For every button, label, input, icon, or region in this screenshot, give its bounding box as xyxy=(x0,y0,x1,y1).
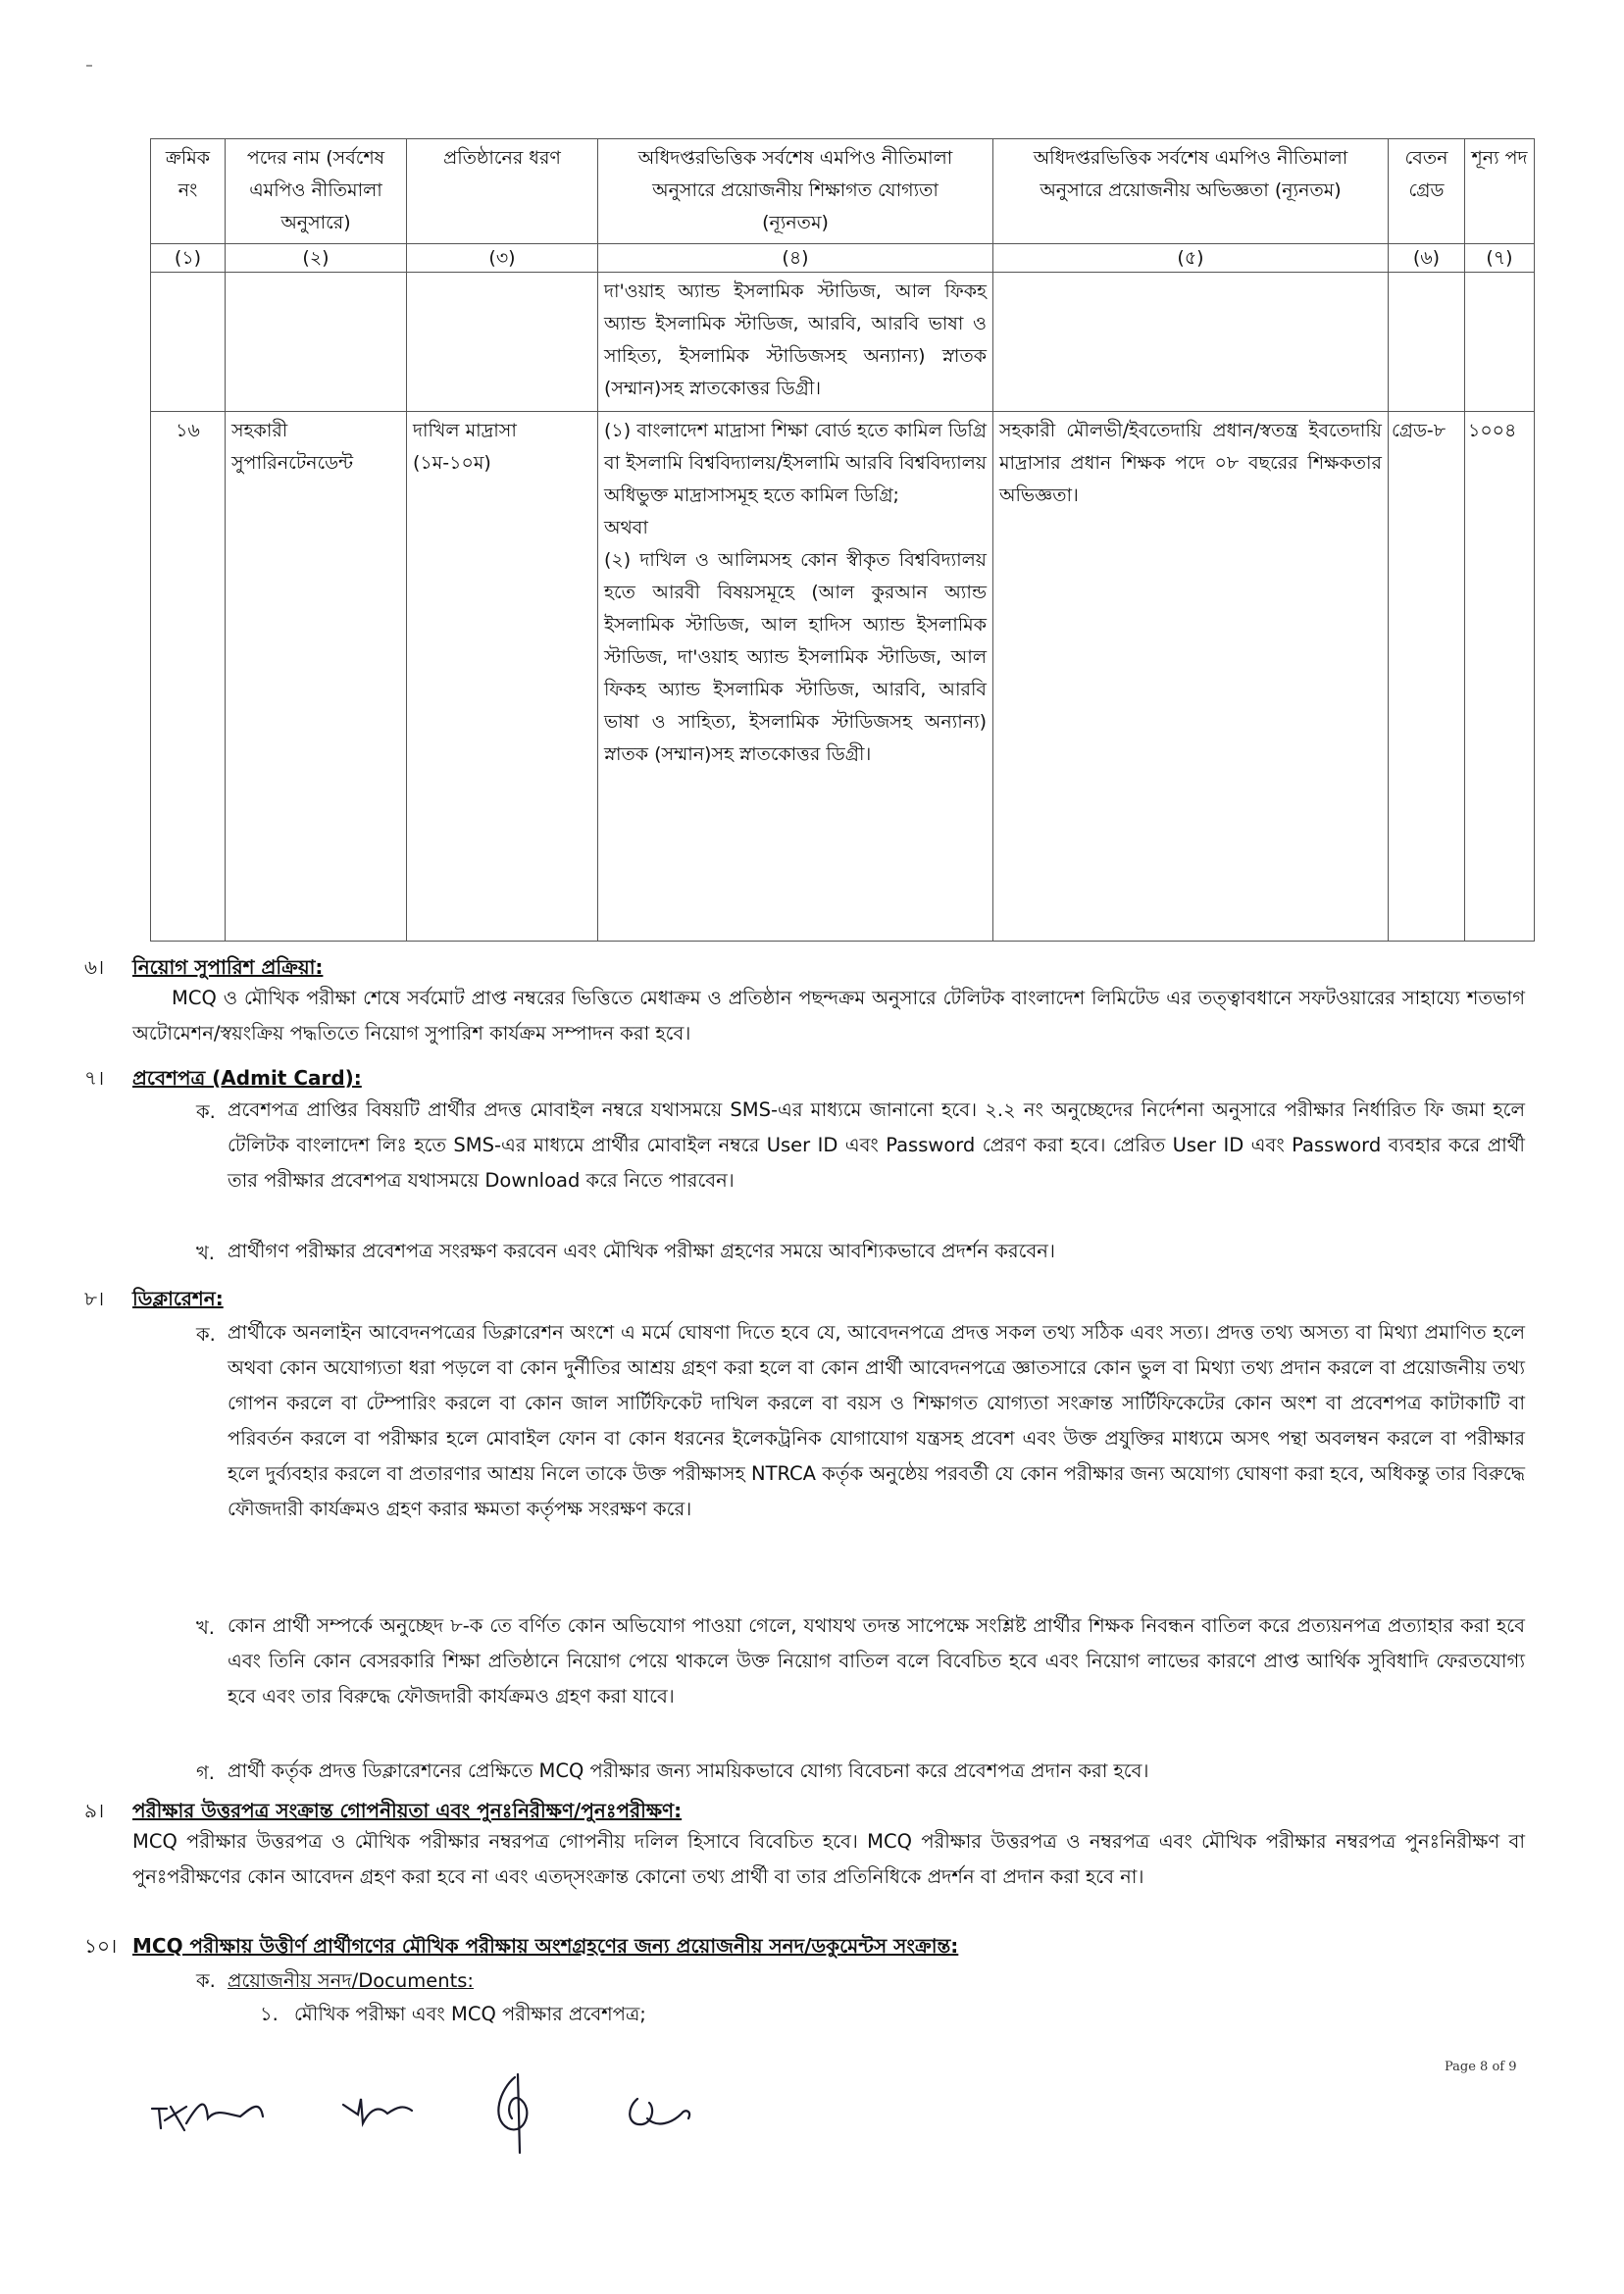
section-10-heading: MCQ পরীক্ষায় উত্তীর্ণ প্রার্থীগণের মৌখিক পরীক্ষায় অংশগ্রহণের জন্য প্রয়োজনীয় সনদ/ডকুমেন্টস সংক্রান্ত: xyxy=(132,1934,959,1958)
qualification-option-1: (১) বাংলাদেশ মাদ্রাসা শিক্ষা বোর্ড হতে কামিল ডিগ্রি বা ইসলামি বিশ্ববিদ্যালয়/ইসলামি আরবি বিশ্ববিদ্যালয় অধিভুক্ত মাদ্রাসাসমূহ হতে কামিল ডিগ্রি; xyxy=(604,420,987,506)
signature-1 xyxy=(152,2105,263,2130)
header-institution: প্রতিষ্ঠানের ধরণ xyxy=(407,139,598,244)
column-number: (১) xyxy=(151,244,226,273)
section-8a-text: প্রার্থীকে অনলাইন আবেদনপত্রের ডিক্লারেশন অংশে এ মর্মে ঘোষণা দিতে হবে যে, আবেদনপত্রে প্রদত্ত সকল তথ্য সঠিক এবং সত্য। প্রদত্ত তথ্য অসত্য বা মিথ্যা প্রমাণিত হলে অথবা কোন অযোগ্যতা ধরা পড়লে বা কোন দুর্নীতির আশ্রয় গ্রহণ করা হলে বা কোন প্রার্থী আবেদনপত্রে জ্ঞাতসারে কোন ভুল বা মিথ্যা তথ্য প্রদান করলে বা প্রয়োজনীয় তথ্য গোপন করলে বা টেম্পারিং করলে বা কোন জাল সার্টিফিকেট দাখিল করলে বা বয়স ও শিক্ষাগত যোগ্যতা সংক্রান্ত সার্টিফিকেটের কোন অংশ বা প্রবেশপত্র কাটাকাটি বা পরিবর্তন করলে বা পরীক্ষার হলে মোবাইল ফোন বা কোন ধরনের ইলেকট্রনিক যোগাযোগ যন্ত্রসহ প্রবেশ এবং উক্ত প্রযুক্তির মাধ্যমে অসৎ পন্থা অবলম্বন করলে বা পরীক্ষার হলে দুর্ব্যবহার করলে বা প্রতারণার আশ্রয় নিলে তাকে উক্ত পরীক্ষাসহ NTRCA কর্তৃক অনুষ্ঠেয় পরবর্তী যে কোন পরীক্ষার জন্য অযোগ্য ঘোষণা করা হবে, অধিকন্তু তার বিরুদ্ধে ফৌজদারী কার্যক্রমও গ্রহণ করার ক্ষমতা কর্তৃপক্ষ সংরক্ষণ করে। xyxy=(228,1321,1525,1520)
cell-qualification xyxy=(598,412,993,942)
section-7a-label: ক. xyxy=(196,1100,216,1123)
cell-post: সহকারী সুপারিনটেনডেন্ট xyxy=(226,412,407,942)
header-post: পদের নাম (সর্বশেষ এমপিও নীতিমালা অনুসারে) xyxy=(226,139,407,244)
document-list-label: ১. xyxy=(260,2003,279,2025)
header-grade: বেতন গ্রেড xyxy=(1389,139,1465,244)
signatures xyxy=(147,2069,755,2158)
section-6-body: MCQ ও মৌখিক পরীক্ষা শেষে সর্বমোট প্রাপ্ত নম্বরের ভিত্তিতে মেধাক্রম ও প্রতিষ্ঠান পছন্দক্রম অনুসারে টেলিটক বাংলাদেশ লিমিটেড এর তত্ত্বাবধানে সফটওয়ারের সাহায্যে শতভাগ অটোমেশন/স্বয়ংক্রিয় পদ্ধতিতে নিয়োগ সুপারিশ কার্যক্রম সম্পাদন করা হবে। xyxy=(132,987,1525,1045)
table-row xyxy=(151,273,1535,412)
section-8b-text: কোন প্রার্থী সম্পর্কে অনুচ্ছেদ ৮-ক তে বর্ণিত কোন অভিযোগ পাওয়া গেলে, যথাযথ তদন্ত সাপেক্ষে সংশ্লিষ্ট প্রার্থীর শিক্ষক নিবন্ধন বাতিল করে প্রত্যয়নপত্র প্রত্যাহার করা হবে এবং তিনি কোন বেসরকারি শিক্ষা প্রতিষ্ঠানে নিয়োগ পেয়ে থাকলে উক্ত নিয়োগ বাতিল বলে বিবেচিত হবে এবং নিয়োগ লাভের কারণে প্রাপ্ত আর্থিক সুবিধাদি ফেরতযোগ্য হবে এবং তার বিরুদ্ধে ফৌজদারী কার্যক্রমও গ্রহণ করা যাবে। xyxy=(228,1614,1525,1708)
column-number-row xyxy=(151,244,1535,273)
signature-2 xyxy=(343,2099,412,2123)
cell-institution xyxy=(407,273,598,412)
cell-experience xyxy=(993,273,1389,412)
section-8c-label: গ. xyxy=(196,1761,215,1784)
section-7-heading: প্রবেশপত্র (Admit Card): xyxy=(132,1066,362,1090)
section-10a-label: ক. xyxy=(196,1969,216,1992)
cell-grade: গ্রেড-৮ xyxy=(1389,412,1465,942)
table-header-row xyxy=(151,139,1535,244)
column-number: (৩) xyxy=(407,244,598,273)
header-vacancy: শূন্য পদ xyxy=(1465,139,1535,244)
cell-vacancy xyxy=(1465,273,1535,412)
signature-3 xyxy=(498,2074,527,2153)
header-qualification: অধিদপ্তরভিত্তিক সর্বশেষ এমপিও নীতিমালা অনুসারে প্রয়োজনীয় শিক্ষাগত যোগ্যতা (ন্যূনতম) xyxy=(598,139,993,244)
cell-serial: ১৬ xyxy=(151,412,226,942)
cell-serial xyxy=(151,273,226,412)
header-serial: ক্রমিক নং xyxy=(151,139,226,244)
section-8-heading: ডিক্লারেশন: xyxy=(132,1287,224,1310)
page-number: Page 8 of 9 xyxy=(1445,2060,1517,2074)
cell-experience: সহকারী মৌলভী/ইবতেদায়ি প্রধান/স্বতন্ত্র ইবতেদায়ি মাদ্রাসার প্রধান শিক্ষক পদে ০৮ বছরের শিক্ষকতার অভিজ্ঞতা। xyxy=(993,412,1389,942)
table-row xyxy=(151,412,1535,942)
section-7b-text: প্রার্থীগণ পরীক্ষার প্রবেশপত্র সংরক্ষণ করবেন এবং মৌখিক পরীক্ষা গ্রহণের সময়ে আবশ্যিকভাবে প্রদর্শন করবেন। xyxy=(228,1240,1055,1262)
section-9-body: MCQ পরীক্ষার উত্তরপত্র ও মৌখিক পরীক্ষার নম্বরপত্র গোপনীয় দলিল হিসাবে বিবেচিত হবে। MCQ পরীক্ষার উত্তরপত্র ও নম্বরপত্র এবং মৌখিক পরীক্ষার নম্বরপত্র পুনঃনিরীক্ষণ বা পুনঃপরীক্ষণের কোন আবেদন গ্রহণ করা হবে না এবং এতদ্সংক্রান্ত কোনো তথ্য প্রার্থী বা তার প্রতিনিধিকে প্রদর্শন বা প্রদান করা হবে না। xyxy=(132,1830,1525,1888)
section-6-heading: নিয়োগ সুপারিশ প্রক্রিয়া: xyxy=(132,955,324,979)
cell-vacancy: ১০০৪ xyxy=(1465,412,1535,942)
cell-post xyxy=(226,273,407,412)
header-experience: অধিদপ্তরভিত্তিক সর্বশেষ এমপিও নীতিমালা অনুসারে প্রয়োজনীয় অভিজ্ঞতা (ন্যূনতম) xyxy=(993,139,1389,244)
section-9-heading: পরীক্ষার উত্তরপত্র সংক্রান্ত গোপনীয়তা এবং পুনঃনিরীক্ষণ/পুনঃপরীক্ষণ: xyxy=(132,1799,683,1822)
section-8-number: ৮। xyxy=(84,1287,105,1310)
column-number: (৭) xyxy=(1465,244,1535,273)
column-number: (৪) xyxy=(598,244,993,273)
section-10a-heading: প্রয়োজনীয় সনদ/Documents: xyxy=(228,1969,474,1992)
section-7b-label: খ. xyxy=(196,1242,216,1264)
section-7a-text: প্রবেশপত্র প্রাপ্তির বিষয়টি প্রার্থীর প্রদত্ত মোবাইল নম্বরে যথাসময়ে SMS-এর মাধ্যমে জানানো হবে। ২.২ নং অনুচ্ছেদের নির্দেশনা অনুসারে পরীক্ষার নির্ধারিত ফি জমা হলে টেলিটক বাংলাদেশ লিঃ হতে SMS-এর মাধ্যমে প্রার্থীর মোবাইল নম্বরে User ID এবং Password প্রেরণ করা হবে। প্রেরিত User ID এবং Password ব্যবহার করে প্রার্থী তার পরীক্ষার প্রবেশপত্র যথাসময়ে Download করে নিতে পারবেন। xyxy=(228,1098,1525,1192)
column-number: (২) xyxy=(226,244,407,273)
qualification-option-2: (২) দাখিল ও আলিমসহ কোন স্বীকৃত বিশ্ববিদ্যালয় হতে আরবী বিষয়সমূহে (আল কুরআন অ্যান্ড ইসলামিক স্টাডিজ, আল হাদিস অ্যান্ড ইসলামিক স্টাডিজ, দা'ওয়াহ অ্যান্ড ইসলামিক স্টাডিজ, আল ফিকহ অ্যান্ড ইসলামিক স্টাডিজ, আরবি, আরবি ভাষা ও সাহিত্য, ইসলামিক স্টাডিজসহ অন্যান্য) স্নাতক (সম্মান)সহ স্নাতকোত্তর ডিগ্রী। xyxy=(604,549,987,765)
section-9-number: ৯। xyxy=(84,1799,105,1822)
section-7-number: ৭। xyxy=(84,1066,105,1090)
section-8b-label: খ. xyxy=(196,1616,216,1639)
document-list-item: মৌখিক পরীক্ষা এবং MCQ পরীক্ষার প্রবেশপত্র; xyxy=(294,2003,646,2025)
qualification-or: অথবা xyxy=(604,517,648,538)
section-10-number: ১০। xyxy=(84,1934,118,1958)
section-8c-text: প্রার্থী কর্তৃক প্রদত্ত ডিক্লারেশনের প্রেক্ষিতে MCQ পরীক্ষার জন্য সাময়িকভাবে যোগ্য বিবেচনা করে প্রবেশপত্র প্রদান করা হবে। xyxy=(228,1759,1149,1782)
column-number: (৬) xyxy=(1389,244,1465,273)
cell-institution: দাখিল মাদ্রাসা (১ম-১০ম) xyxy=(407,412,598,942)
vacancy-table xyxy=(150,138,1535,942)
cell-qualification: দা'ওয়াহ অ্যান্ড ইসলামিক স্টাডিজ, আল ফিকহ অ্যান্ড ইসলামিক স্টাডিজ, আরবি, আরবি ভাষা ও সাহিত্য, ইসলামিক স্টাডিজসহ অন্যান্য) স্নাতক (সম্মান)সহ স্নাতকোত্তর ডিগ্রী। xyxy=(598,273,993,412)
column-number: (৫) xyxy=(993,244,1389,273)
section-8a-label: ক. xyxy=(196,1323,216,1346)
scan-mark xyxy=(86,65,92,67)
signature-4 xyxy=(630,2099,689,2124)
section-6-number: ৬। xyxy=(84,955,105,979)
cell-grade xyxy=(1389,273,1465,412)
